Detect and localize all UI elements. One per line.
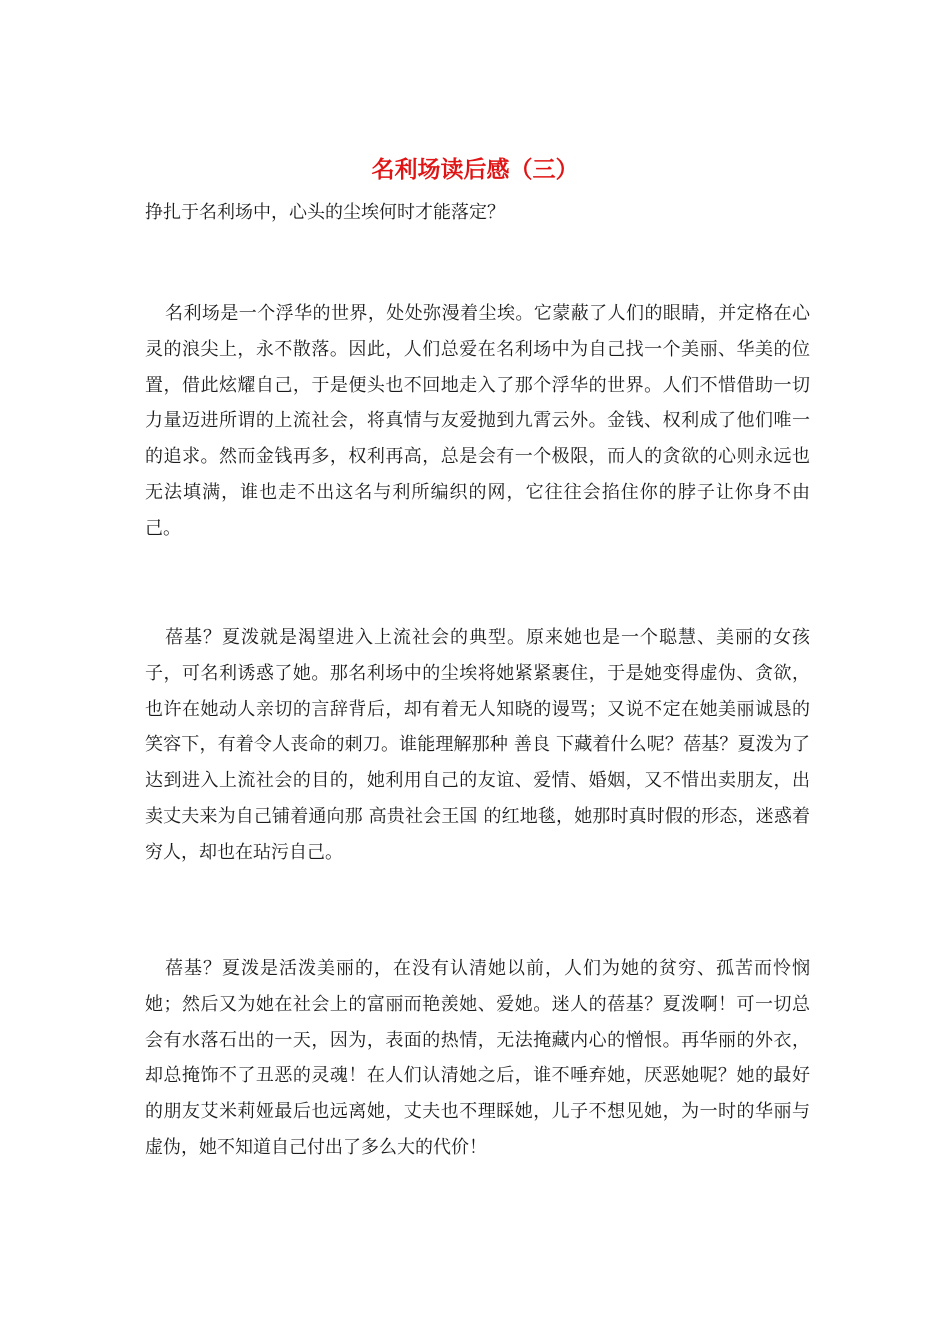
document-title: 名利场读后感（三）	[371, 156, 579, 183]
body-paragraph-1: 名利场是一个浮华的世界，处处弥漫着尘埃。它蒙蔽了人们的眼睛，并定格在心灵的浪尖上，永不散落。因此，人们总爱在名利场中为自己找一个美丽、华美的位置，借此炫耀自己，于是便头也不回地走入了那个浮华的世界。人们不惜借助一切力量迈进所谓的上流社会，将真情与友爱抛到九霄云外。金钱、权利成了他们唯一的追求。然而金钱再多，权利再高，总是会有一个极限，而人的贪欲的心则永远也无法填满，谁也走不出这名与利所编织的网，它往往会掐住你的脖子让你身不由己。	[145, 303, 810, 539]
document-subtitle: 挣扎于名利场中，心头的尘埃何时才能落定？	[145, 202, 505, 223]
body-paragraph-3: 蓓基？夏泼是活泼美丽的，在没有认清她以前，人们为她的贫穷、孤苦而怜悯她；然后又为她在社会上的富丽而艳羡她、爱她。迷人的蓓基？夏泼啊！可一切总会有水落石出的一天，因为，表面的热情，无法掩藏内心的憎恨。再华丽的外衣，却总掩饰不了丑恶的灵魂！在人们认清她之后，谁不唾弃她，厌恶她呢？她的最好的朋友艾米莉娅最后也远离她，丈夫也不理睬她，儿子不想见她，为一时的华丽与虚伪，她不知道自己付出了多么大的代价！	[145, 958, 810, 1158]
body-paragraph-2: 蓓基？夏泼就是渴望进入上流社会的典型。原来她也是一个聪慧、美丽的女孩子，可名利诱惑了她。那名利场中的尘埃将她紧紧裹住，于是她变得虚伪、贪欲，也许在她动人亲切的言辞背后，却有着无人知晓的谩骂；又说不定在她美丽诚恳的笑容下，有着令人丧命的刺刀。谁能理解那种 善良 下藏着什么呢？蓓基？夏泼为了达到进入上流社会的目的，她利用自己的友谊、爱情、婚姻，又不惜出卖朋友，出卖丈夫来为自己铺着通向那 高贵社会王国 的红地毯，她那时真时假的形态，迷惑着穷人，却也在玷污自己。	[145, 627, 810, 863]
